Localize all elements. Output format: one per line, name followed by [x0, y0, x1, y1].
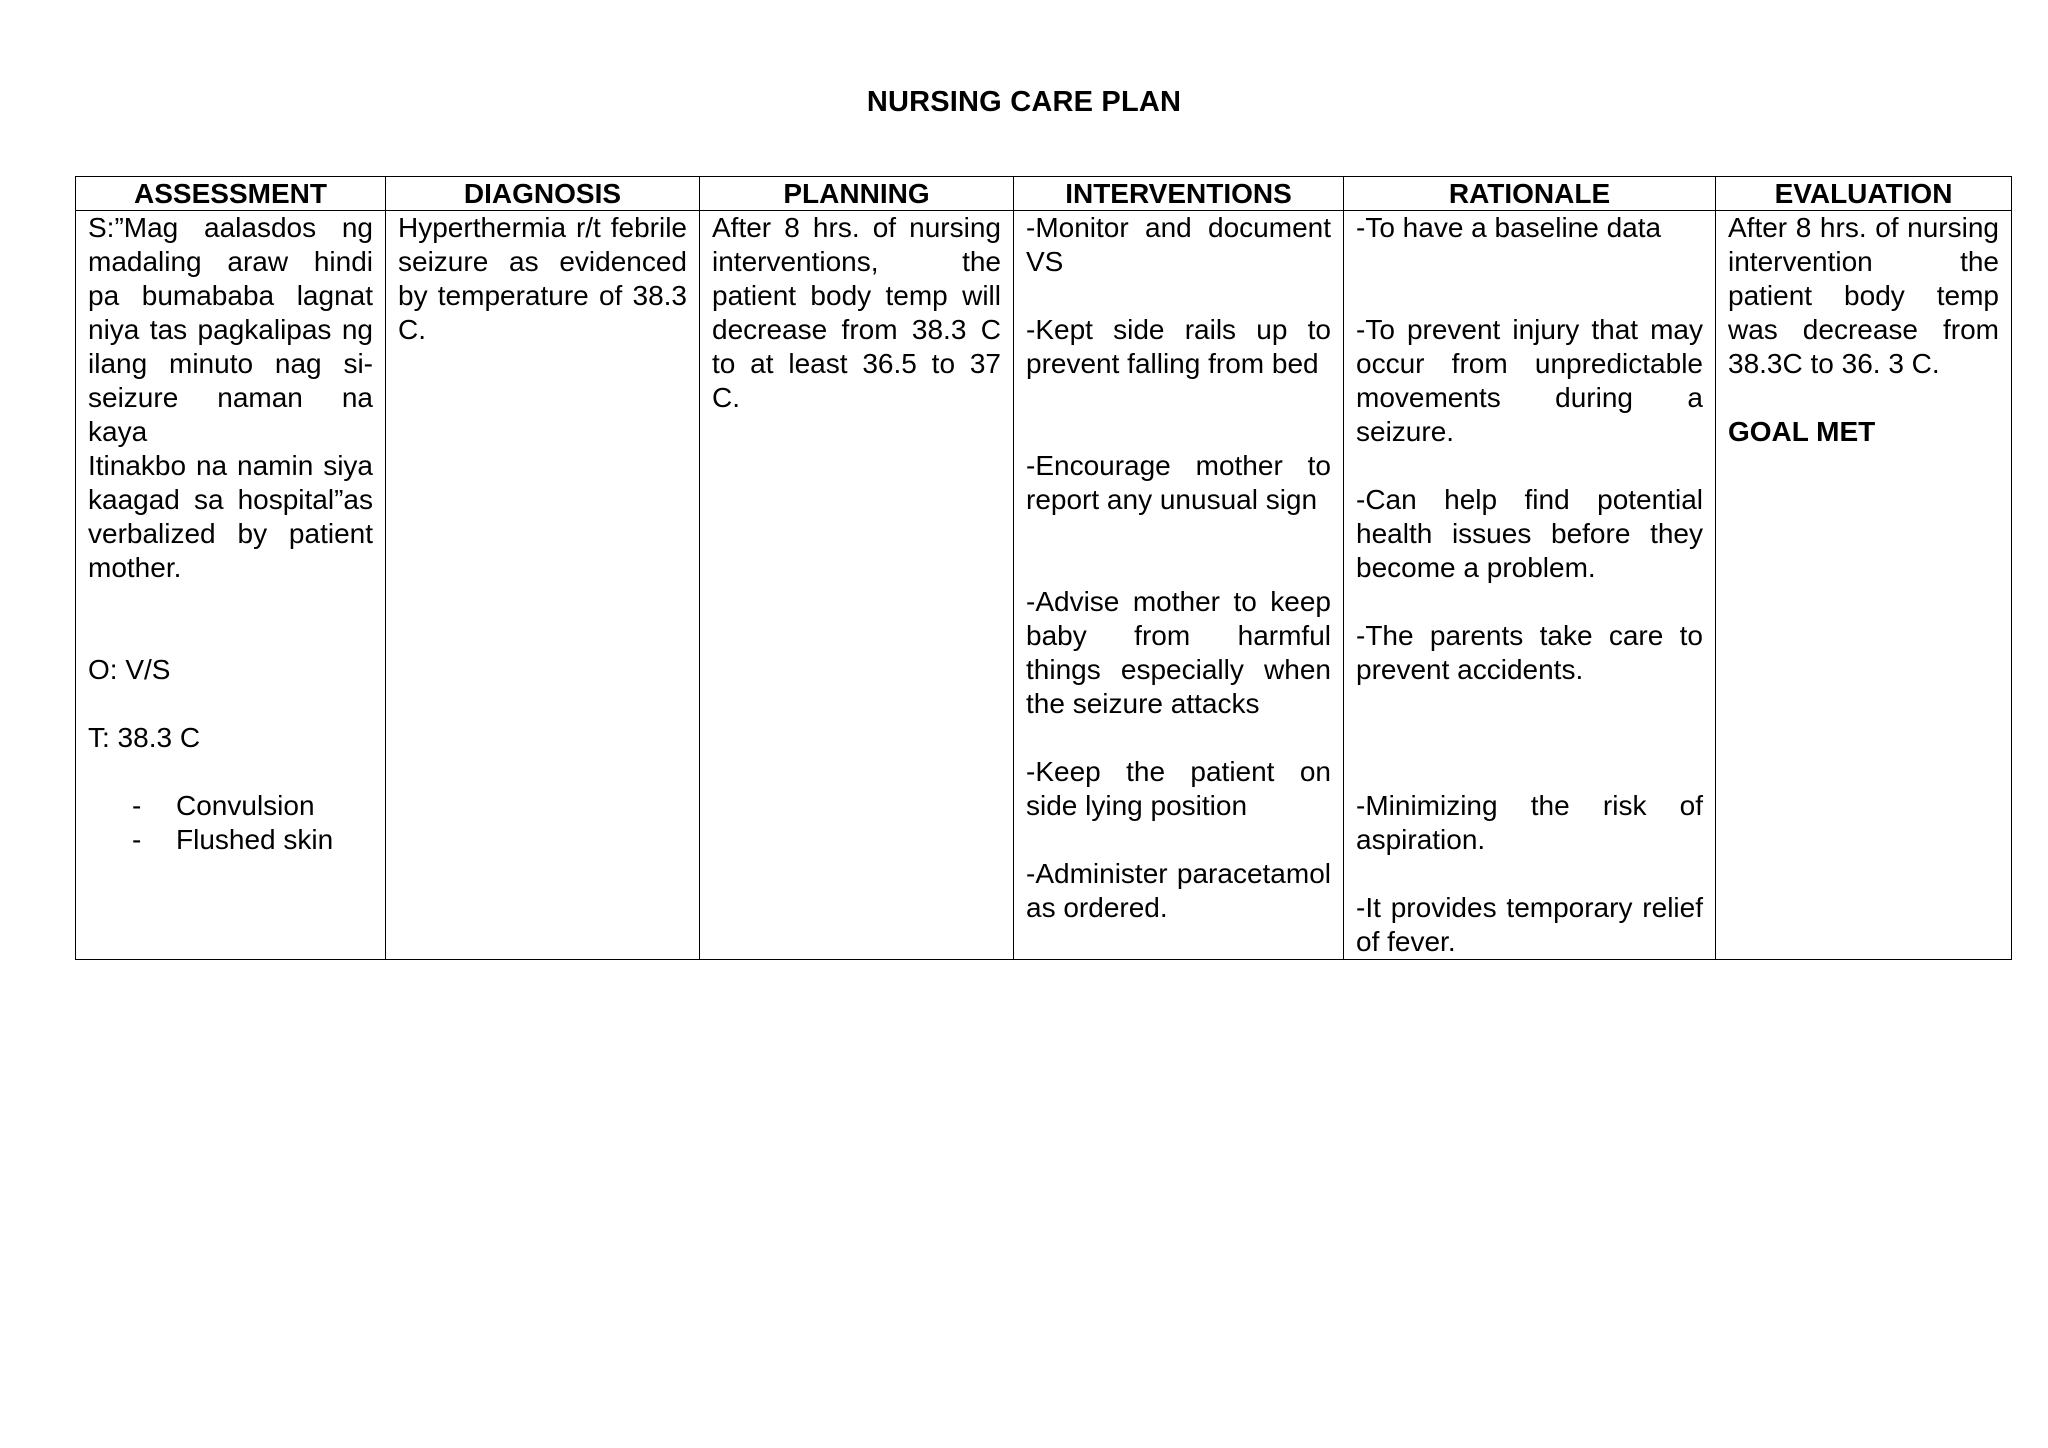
assessment-subjective: S:”Mag aalasdos ng madaling araw hindi pa bumababa lagnat niya tas pagkalipas ng ilang minuto nag si-seizure naman na kaya [88, 212, 373, 447]
assessment-subjective-2: Itinakbo na namin siya kaagad sa hospital”as verbalized by patient mother. [88, 450, 373, 583]
rationale-item: -The parents take care to prevent accidents. [1356, 620, 1703, 685]
planning-text: After 8 hrs. of nursing interventions, the patient body temp will decrease from 38.3 C to at least 36.5 to 37 C. [712, 212, 1001, 413]
header-row [76, 177, 2012, 211]
list-item: - Convulsion [132, 790, 315, 821]
diagnosis-cell [386, 211, 700, 960]
intervention-item: -Kept side rails up to prevent falling from bed [1026, 314, 1331, 379]
rationale-cell [1344, 211, 1716, 960]
nursing-care-plan-table [75, 176, 2012, 960]
evaluation-cell [1716, 211, 2012, 960]
list-item: - Flushed skin [132, 824, 334, 855]
rationale-item: -Minimizing the risk of aspiration. [1356, 790, 1703, 855]
assessment-temperature: T: 38.3 C [88, 722, 201, 753]
assessment-cell [76, 211, 386, 960]
header-rationale: RATIONALE [1344, 177, 1716, 211]
rationale-item: -Can help find potential health issues before they become a problem. [1356, 484, 1703, 583]
rationale-item: -It provides temporary relief of fever. [1356, 892, 1703, 957]
header-interventions: INTERVENTIONS [1014, 177, 1344, 211]
dash-bullet: - [132, 790, 142, 821]
interventions-cell [1014, 211, 1344, 960]
rationale-item: -To prevent injury that may occur from unpredictable movements during a seizure. [1356, 314, 1703, 447]
planning-cell [700, 211, 1014, 960]
assessment-objective: O: V/S [88, 654, 171, 685]
intervention-item: -Monitor and document VS [1026, 212, 1331, 277]
header-evaluation: EVALUATION [1716, 177, 2012, 211]
care-plan-row [76, 211, 2012, 960]
diagnosis-text: Hyperthermia r/t febrile seizure as evidenced by temperature of 38.3 C. [398, 212, 687, 345]
evaluation-text: After 8 hrs. of nursing intervention the patient body temp was decrease from 38.3C to 36. 3 C. [1728, 212, 1999, 379]
header-diagnosis: DIAGNOSIS [386, 177, 700, 211]
intervention-item: -Keep the patient on side lying position [1026, 756, 1331, 821]
dash-bullet: - [132, 824, 142, 855]
intervention-item: -Administer paracetamol as ordered. [1026, 858, 1331, 923]
header-assessment: ASSESSMENT [76, 177, 386, 211]
intervention-item: -Advise mother to keep baby from harmful things especially when the seizure attacks [1026, 586, 1331, 719]
page-title: NURSING CARE PLAN [866, 86, 1182, 118]
rationale-item: -To have a baseline data [1356, 212, 1662, 243]
goal-status: GOAL MET [1728, 416, 1876, 447]
assessment-findings-list [88, 789, 373, 857]
intervention-item: -Encourage mother to report any unusual sign [1026, 450, 1331, 515]
header-planning: PLANNING [700, 177, 1014, 211]
